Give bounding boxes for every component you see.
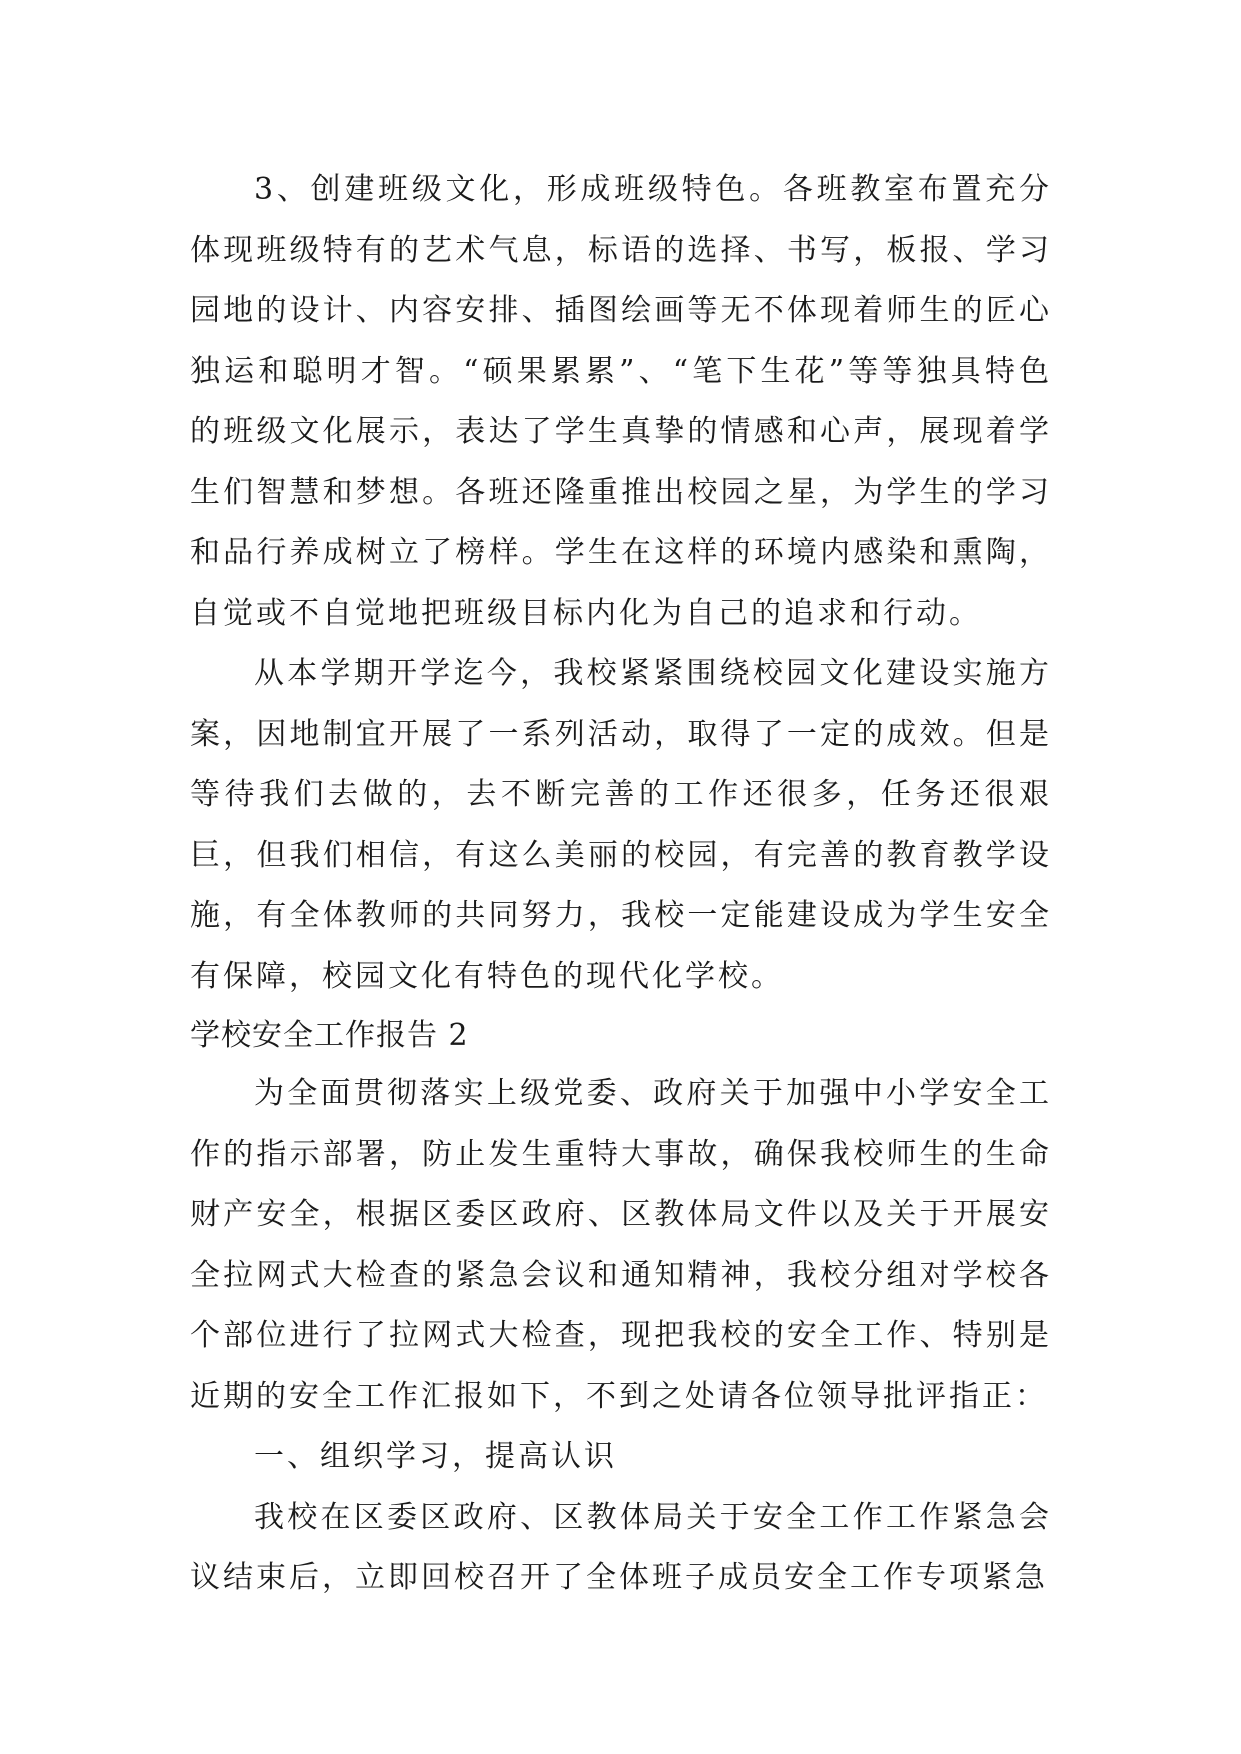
section-title: 学校安全工作报告 2 xyxy=(190,1018,469,1053)
paragraph-semester-summary: 从本学期开学迄今，我校紧紧围绕校园文化建设实施方案，因地制宜开展了一系列活动，取得了一定的成效。但是等待我们去做的，去不断完善的工作还很多，任务还很艰巨，但我们相信，有这么美丽的校园，有完善的教育教学设施，有全体教师的共同努力，我校一定能建设成为学生安全有保障，校园文化有特色的现代化学校。 xyxy=(190,656,1052,994)
subheading-organize-study: 一、组织学习，提高认识 xyxy=(254,1439,617,1474)
paragraph-class-culture: 3、创建班级文化，形成班级特色。各班教室布置充分体现班级特有的艺术气息，标语的选择、书写，板报、学习园地的设计、内容安排、插图绘画等无不体现着师生的匠心独运和聪明才智。“硕果累累”、“笔下生花”等等独具特色的班级文化展示，表达了学生真挚的情感和心声，展现着学生们智慧和梦想。各班还隆重推出校园之星，为学生的学习和品行养成树立了榜样。学生在这样的环境内感染和熏陶，自觉或不自觉地把班级目标内化为自己的追求和行动。 xyxy=(190,172,1052,631)
paragraph-safety-meeting: 我校在区委区政府、区教体局关于安全工作工作紧急会议结束后，立即回校召开了全体班子成员安全工作专项紧急 xyxy=(190,1499,1052,1595)
paragraph-safety-intro: 为全面贯彻落实上级党委、政府关于加强中小学安全工作的指示部署，防止发生重特大事故，确保我校师生的生命财产安全，根据区委区政府、区教体局文件以及关于开展安全拉网式大检查的紧急会议和通知精神，我校分组对学校各个部位进行了拉网式大检查，现把我校的安全工作、特别是近期的安全工作汇报如下，不到之处请各位领导批评指正： xyxy=(190,1076,1052,1414)
document-body xyxy=(190,160,1052,1609)
